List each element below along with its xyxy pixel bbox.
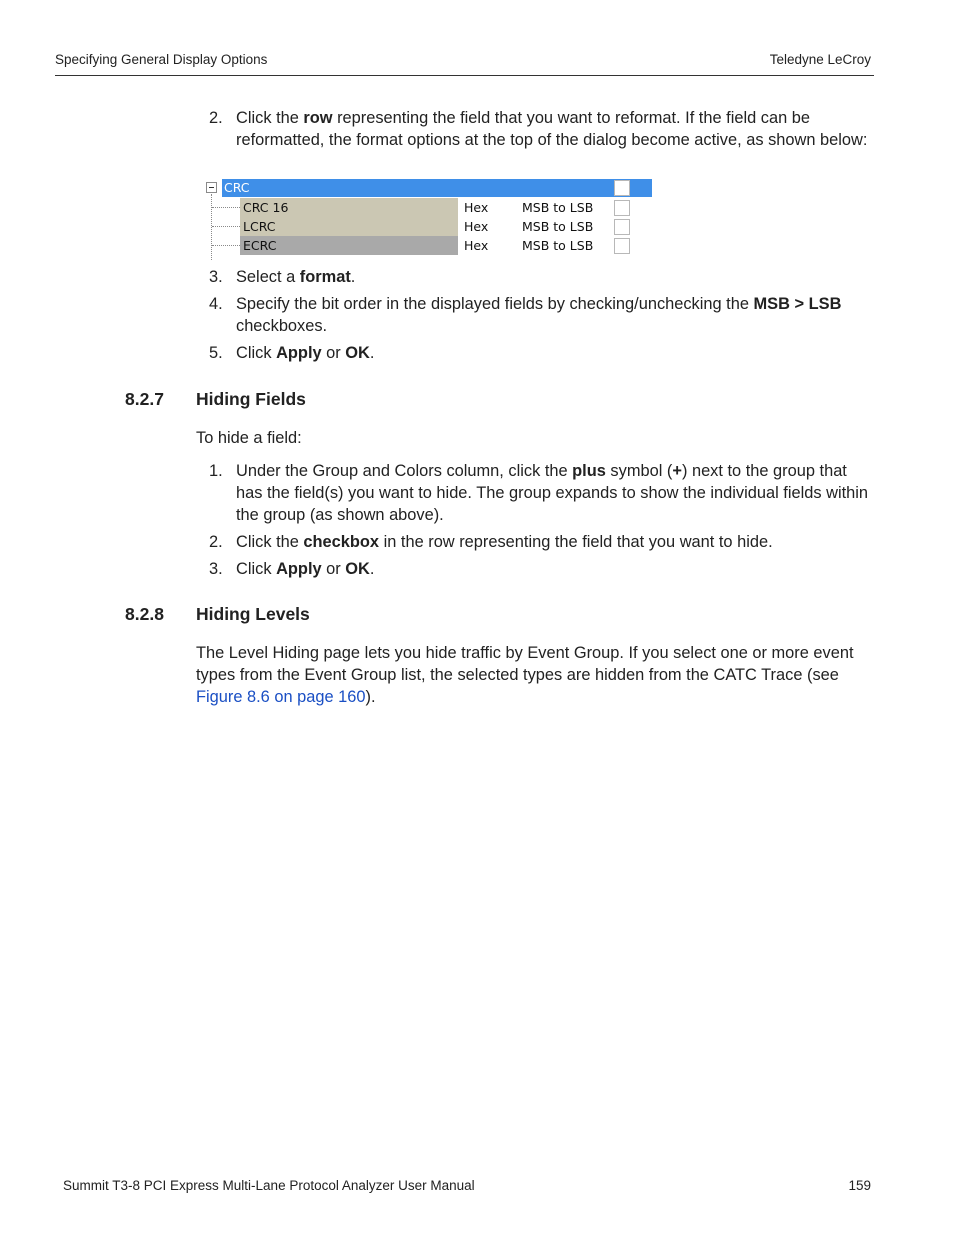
step-text: Under the Group and Colors column, click the bbox=[236, 462, 573, 480]
step-emphasis: row bbox=[303, 109, 333, 127]
field-name: CRC 16 bbox=[243, 200, 289, 215]
field-bit-order[interactable]: MSB to LSB bbox=[522, 200, 594, 215]
step-emphasis: MSB > LSB bbox=[753, 295, 842, 313]
step-emphasis: format bbox=[299, 268, 351, 286]
step-emphasis: + bbox=[672, 462, 682, 480]
collapse-minus-icon[interactable] bbox=[206, 182, 217, 193]
step-text: . bbox=[369, 344, 375, 362]
running-header-title: Specifying General Display Options bbox=[55, 52, 268, 67]
step-item bbox=[196, 107, 870, 151]
steps-list-hide-field bbox=[196, 460, 870, 585]
section-number: 8.2.7 bbox=[125, 389, 164, 409]
step-number: 1. bbox=[209, 462, 223, 480]
field-name-cell bbox=[240, 198, 458, 217]
hiding-levels-paragraph bbox=[196, 642, 876, 708]
step-text: Specify the bit order in the displayed fields by checking/unchecking the bbox=[236, 295, 754, 313]
field-checkbox[interactable] bbox=[614, 200, 630, 216]
field-name-cell bbox=[240, 236, 458, 255]
group-row-crc[interactable] bbox=[222, 179, 652, 197]
field-format[interactable]: Hex bbox=[464, 219, 489, 234]
step-emphasis: Apply bbox=[276, 344, 322, 362]
step-item bbox=[196, 293, 870, 337]
figure-link[interactable]: Figure 8.6 on page 160 bbox=[196, 688, 366, 706]
step-item bbox=[196, 266, 870, 288]
step-text: symbol ( bbox=[605, 462, 673, 480]
step-text: or bbox=[321, 344, 346, 362]
step-text: in the row representing the field that you want to hide. bbox=[379, 533, 773, 551]
field-checkbox[interactable] bbox=[614, 219, 630, 235]
step-text: Click bbox=[236, 560, 277, 578]
field-name: LCRC bbox=[243, 219, 276, 234]
step-text: Click the bbox=[236, 109, 304, 127]
field-row[interactable] bbox=[204, 198, 652, 217]
step-emphasis: Apply bbox=[276, 560, 322, 578]
field-format[interactable]: Hex bbox=[464, 238, 489, 253]
format-dialog-snippet bbox=[204, 178, 652, 260]
field-bit-order[interactable]: MSB to LSB bbox=[522, 219, 594, 234]
paragraph-text-end: ). bbox=[365, 688, 376, 706]
step-text: or bbox=[321, 560, 346, 578]
section-heading-hiding-levels bbox=[125, 604, 310, 625]
step-emphasis: OK bbox=[345, 344, 370, 362]
step-item bbox=[196, 460, 870, 526]
field-row[interactable] bbox=[204, 236, 652, 255]
footer-manual-title: Summit T3-8 PCI Express Multi-Lane Protocol Analyzer User Manual bbox=[63, 1178, 475, 1193]
section-heading-hiding-fields bbox=[125, 389, 306, 410]
header-rule bbox=[55, 75, 874, 76]
step-item bbox=[196, 342, 870, 364]
step-number: 2. bbox=[209, 109, 223, 127]
field-checkbox[interactable] bbox=[614, 238, 630, 254]
section-title: Hiding Levels bbox=[196, 604, 310, 624]
step-emphasis: OK bbox=[345, 560, 370, 578]
field-row[interactable] bbox=[204, 217, 652, 236]
field-bit-order[interactable]: MSB to LSB bbox=[522, 238, 594, 253]
step-number: 3. bbox=[209, 268, 223, 286]
step-emphasis: checkbox bbox=[303, 533, 380, 551]
step-text: Click bbox=[236, 344, 277, 362]
step-text: ) next to the group that has the field(s) you want to hide. The group expands to show the individual fields within the group (as shown above). bbox=[236, 462, 869, 524]
step-text: representing the field that you want to reformat. If the field can be reformatted, the format options at the top of the dialog become active, as shown below: bbox=[236, 109, 868, 149]
step-number: 4. bbox=[209, 295, 223, 313]
step-item bbox=[196, 558, 870, 580]
page-number: 159 bbox=[848, 1178, 871, 1193]
section-number: 8.2.8 bbox=[125, 604, 164, 624]
running-header-company: Teledyne LeCroy bbox=[769, 52, 871, 67]
step-item bbox=[196, 531, 870, 553]
step-emphasis: plus bbox=[572, 462, 606, 480]
step-text: Click the bbox=[236, 533, 304, 551]
step-text: . bbox=[350, 268, 356, 286]
intro-text: To hide a field: bbox=[196, 429, 302, 447]
group-name: CRC bbox=[224, 180, 250, 195]
group-checkbox[interactable] bbox=[614, 180, 630, 196]
step-number: 3. bbox=[209, 560, 223, 578]
step-text: Select a bbox=[236, 268, 300, 286]
step-number: 2. bbox=[209, 533, 223, 551]
steps-list-reformat bbox=[196, 107, 870, 156]
steps-list-format bbox=[196, 266, 870, 369]
step-text: . bbox=[369, 560, 375, 578]
step-number: 5. bbox=[209, 344, 223, 362]
paragraph-text: The Level Hiding page lets you hide traffic by Event Group. If you select one or more event types from the Event Group list, the selected types are hidden from the CATC Trace (see bbox=[196, 644, 854, 684]
field-name-cell bbox=[240, 217, 458, 236]
step-text: checkboxes. bbox=[236, 317, 328, 335]
field-name: ECRC bbox=[243, 238, 277, 253]
section-title: Hiding Fields bbox=[196, 389, 306, 409]
field-format[interactable]: Hex bbox=[464, 200, 489, 215]
